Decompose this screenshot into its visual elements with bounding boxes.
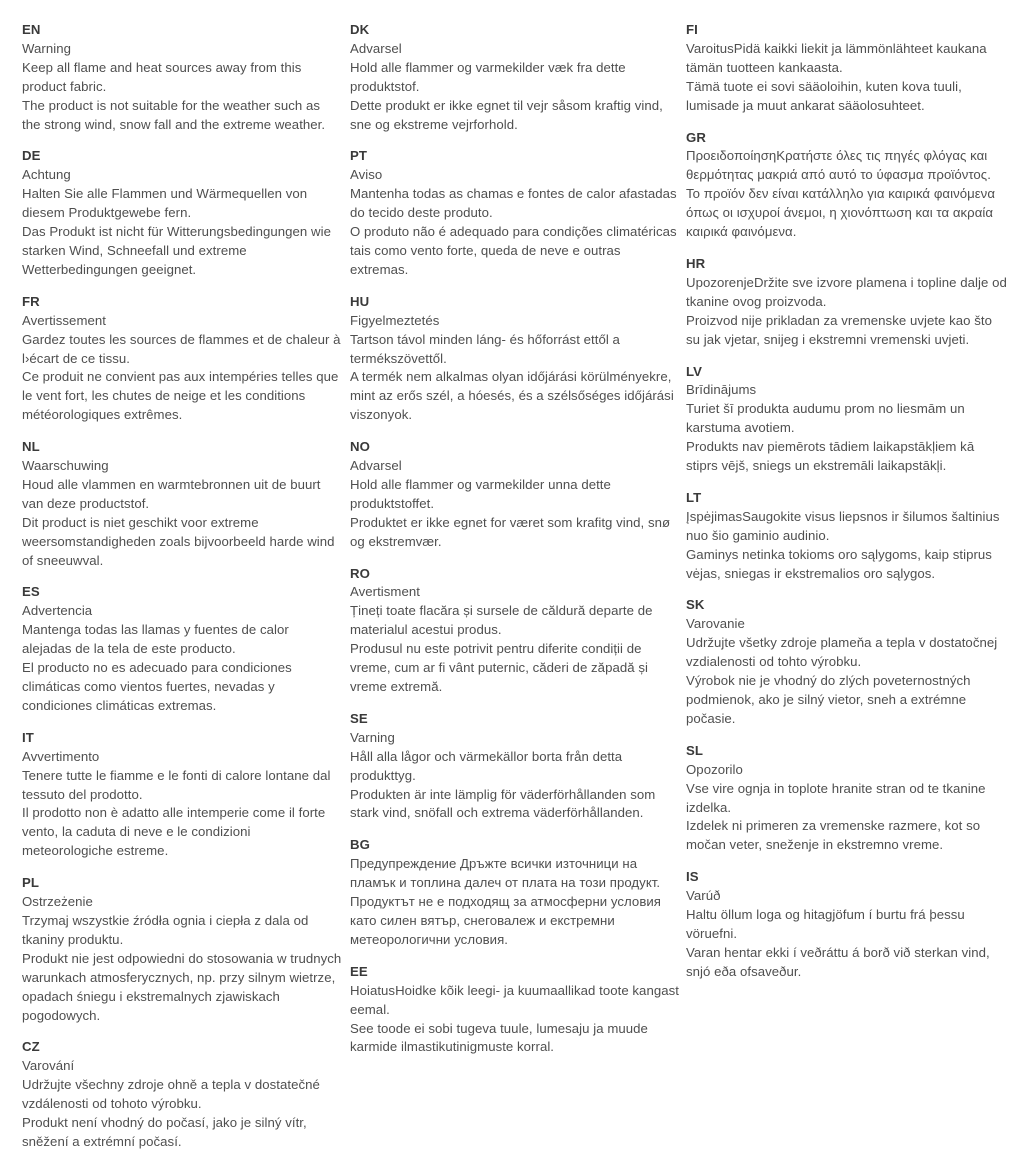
language-section [22, 1038, 342, 1151]
warning-text: Tämä tuote ei sovi sääoloihin, kuten kova tuuli, lumisade ja muut ankarat sääolosuhteet. [686, 78, 962, 113]
language-code-label: SL [686, 742, 704, 758]
language-code-label: SE [350, 710, 368, 726]
language-code-label: EE [350, 963, 368, 979]
warning-text: Gaminys netinka tokioms oro sąlygoms, kaip stiprus vėjas, sniegas ir ekstremalios oro sąlygos. [686, 546, 992, 581]
language-section [22, 293, 342, 425]
language-code-label: CZ [22, 1039, 40, 1055]
warning-text: Håll alla lågor och värmekällor borta från detta produkttyg. [350, 748, 623, 783]
language-section [686, 255, 1008, 350]
language-section [350, 710, 682, 823]
warning-column-1 [22, 21, 342, 1165]
language-code-label: PT [350, 148, 368, 164]
language-section [350, 565, 682, 697]
warning-title: Предупреждение Дръжте всички източници на пламък и топлина далеч от плата на този продукт. [350, 856, 661, 891]
language-section [22, 583, 342, 715]
warning-text: Produkts nav piemērots tādiem laikapstākļiem kā stiprs vējš, sniegs un ekstremāli laikapstākļi. [686, 439, 975, 474]
language-code-label: LT [686, 489, 702, 505]
warning-text: Houd alle vlammen en warmtebronnen uit de buurt van deze productstof. [22, 476, 321, 511]
language-code-label: PL [22, 875, 40, 891]
language-code-label: IT [22, 729, 34, 745]
language-code-label: LV [686, 363, 703, 379]
warning-text: Proizvod nije prikladan za vremenske uvjete kao što su jak vjetar, snijeg i ekstremni vremenski uvjeti. [686, 312, 993, 347]
warning-text: Το προϊόν δεν είναι κατάλληλο για καιρικά φαινόμενα όπως οι ισχυροί άνεμοι, η χιονόπτωση και τα ακραία καιρικά φαινόμενα. [686, 186, 996, 240]
language-code-label: EN [22, 22, 41, 37]
language-section [22, 729, 342, 861]
warning-text: Produkt není vhodný do počasí, jako je silný vítr, sněžení a extrémní počasí. [22, 1115, 307, 1149]
language-section [686, 596, 1008, 728]
language-code-label: NL [22, 439, 40, 455]
warning-text: Dit product is niet geschikt voor extreme weersomstandigheden zoals bijvoorbeeld harde wind of sneeuwval. [22, 514, 335, 568]
warning-title: Avertisment [350, 584, 420, 600]
warning-text: Mantenha todas as chamas e fontes de calor afastadas do tecido deste produto. [350, 186, 677, 221]
warning-text: Продуктът не е подходящ за атмосферни условия като силен вятър, снеговалеж и екстремни метеорологични условия. [350, 894, 661, 947]
warning-text: Produkten är inte lämplig för väderförhållanden som stark vind, snöfall och extrema väderförhållanden. [350, 786, 656, 821]
warning-text: A termék nem alkalmas olyan időjárási körülményekre, mint az erős szél, a hóesés, és a szélsőséges időjárási viszonyok. [350, 369, 674, 423]
language-code-label: DE [22, 148, 41, 164]
warning-title: Opozorilo [686, 761, 743, 777]
warning-title: Avvertimento [22, 748, 100, 764]
warning-text: Trzymaj wszystkie źródła ognia i ciepła z dala od tkaniny produktu. [22, 912, 309, 947]
language-code-label: FI [686, 22, 698, 37]
warning-text: See toode ei sobi tugeva tuule, lumesaju ja muude karmide ilmastikutinigmuste korral. [350, 1020, 648, 1055]
warning-title: Varování [22, 1058, 75, 1074]
warning-text: Gardez toutes les sources de flammes et de chaleur à l›écart de ce tissu. [22, 331, 341, 366]
language-code-label: BG [350, 837, 370, 853]
language-section [22, 438, 342, 570]
warning-text: Tartson távol minden láng- és hőforrást ettől a termékszövettől. [350, 331, 620, 366]
warning-title: HoiatusHoidke kõik leegi- ja kuumaallikad toote kangast eemal. [350, 982, 679, 1017]
warning-text: Tenere tutte le fiamme e le fonti di calore lontane dal tessuto del prodotto. [22, 767, 331, 802]
warning-text: Dette produkt er ikke egnet til vejr såsom kraftig vind, sne og ekstreme vejrforhold. [350, 97, 663, 132]
warning-text: Das Produkt ist nicht für Witterungsbedingungen wie starken Wind, Schneefall und extreme Wetterbedingungen geeignet. [22, 224, 331, 277]
language-code-label: IS [686, 869, 699, 885]
warning-title: Brīdinājums [686, 382, 757, 398]
language-code-label: RO [350, 565, 370, 581]
language-code-label: HR [686, 255, 706, 271]
warning-text: Udržujte všechny zdroje ohně a tepla v dostatečné vzdálenosti od tohoto výrobku. [22, 1077, 320, 1112]
language-code-label: HU [350, 293, 370, 309]
language-section [686, 868, 1008, 981]
language-section [350, 836, 682, 949]
language-section [686, 742, 1008, 855]
warning-text: Izdelek ni primeren za vremenske razmere, kot so močan veter, sneženje in ekstremno vreme. [686, 818, 981, 853]
warning-title: Advarsel [350, 458, 402, 474]
language-section [686, 363, 1008, 476]
warning-text: Il prodotto non è adatto alle intemperie come il forte vento, la caduta di neve e le condizioni meteorologiche estreme. [22, 805, 326, 859]
warning-title: Waarschuwing [22, 458, 109, 474]
warning-title: Varúð [686, 888, 721, 904]
language-code-label: ES [22, 584, 40, 600]
language-section [22, 21, 342, 134]
warning-title: Advertencia [22, 603, 93, 619]
warning-title: Aviso [350, 167, 383, 183]
language-section [350, 21, 682, 134]
warning-title: ΠροειδοποίησηΚρατήστε όλες τις πηγές φλόγας και θερμότητας μακριά από αυτό το ύφασμα προϊόντος. [686, 148, 991, 183]
warning-text: Varan hentar ekki í veðráttu á borð við sterkan vind, snjó eða ofsaveður. [686, 944, 990, 979]
warning-text: Produktet er ikke egnet for været som krafitg vind, snø og ekstremvær. [350, 514, 671, 549]
warning-text: Țineți toate flacăra și sursele de căldură departe de materialul acestui produs. [350, 603, 653, 638]
language-section [686, 489, 1008, 584]
language-section [686, 21, 1008, 116]
language-section [22, 874, 342, 1025]
warning-text: Turiet šī produkta audumu prom no liesmām un karstuma avotiem. [686, 401, 965, 436]
warning-title: Ostrzeżenie [22, 894, 93, 910]
warning-title: Varning [350, 729, 395, 745]
warning-text: Produkt nie jest odpowiedni do stosowania w trudnych warunkach atmosferycznych, np. przy silnym wietrze, opadach śniegu i ekstremalnych zjawiskach pogodowych. [22, 950, 342, 1023]
warning-column-3 [686, 21, 1008, 995]
warning-title: Varovanie [686, 616, 745, 632]
warning-text: Halten Sie alle Flammen und Wärmequellen von diesem Produktgewebe fern. [22, 186, 308, 221]
warning-text: The product is not suitable for the weather such as the strong wind, snow fall and the extreme weather. [22, 97, 326, 132]
language-code-label: DK [350, 22, 370, 37]
warning-title: Warning [22, 40, 71, 56]
language-section [350, 438, 682, 551]
language-code-label: GR [686, 129, 706, 145]
warning-text: Výrobok nie je vhodný do zlých poveternostných podmienok, ako je silný vietor, sneh a extrémne počasie. [686, 673, 971, 726]
warning-text: Produsul nu este potrivit pentru diferite condiții de vreme, cum ar fi vânt puternic, căderi de zăpadă și vreme extremă. [350, 641, 648, 694]
warning-title: Achtung [22, 167, 71, 183]
warning-title: VaroitusPidä kaikki liekit ja lämmönlähteet kaukana tämän tuotteen kankaasta. [686, 40, 987, 75]
warning-text: Keep all flame and heat sources away from this product fabric. [22, 59, 302, 94]
language-section [350, 963, 682, 1058]
warning-text: Hold alle flammer og varmekilder unna dette produktstoffet. [350, 476, 611, 511]
language-code-label: SK [686, 597, 705, 613]
warning-title: UpozorenjeDržite sve izvore plamena i topline dalje od tkanine ovog proizvoda. [686, 274, 1007, 309]
warning-title: Figyelmeztetés [350, 312, 440, 328]
warning-text: Hold alle flammer og varmekilder væk fra dette produktstof. [350, 59, 626, 94]
warning-text: Haltu öllum loga og hitagjöfum í burtu frá þessu vöruefni. [686, 907, 965, 941]
warning-title: ĮspėjimasSaugokite visus liepsnos ir šilumos šaltinius nuo šio gaminio audinio. [686, 508, 1000, 543]
language-section [22, 147, 342, 279]
warning-text: Mantenga todas las llamas y fuentes de calor alejadas de la tela de este producto. [22, 622, 289, 657]
warning-text: Ce produit ne convient pas aux intempéries telles que le vent fort, les chutes de neige et les conditions météorologiques extrêmes. [22, 369, 339, 423]
warning-title: Advarsel [350, 40, 402, 56]
language-section [350, 147, 682, 279]
warning-column-2 [350, 21, 682, 1070]
language-code-label: FR [22, 293, 40, 309]
warning-title: Avertissement [22, 312, 106, 328]
language-code-label: NO [350, 439, 370, 455]
warning-text: Vse vire ognja in toplote hranite stran od te tkanine izdelka. [686, 780, 986, 815]
language-section [350, 293, 682, 425]
warning-text: O produto não é adequado para condições climatéricas tais como vento forte, queda de neve e outras extremas. [350, 224, 677, 277]
warning-text: El producto no es adecuado para condiciones climáticas como vientos fuertes, nevadas y condiciones climáticas extremas. [22, 660, 292, 713]
language-section [686, 129, 1008, 242]
warning-text: Udržujte všetky zdroje plameňa a tepla v dostatočnej vzdialenosti od tohto výrobku. [686, 635, 998, 670]
